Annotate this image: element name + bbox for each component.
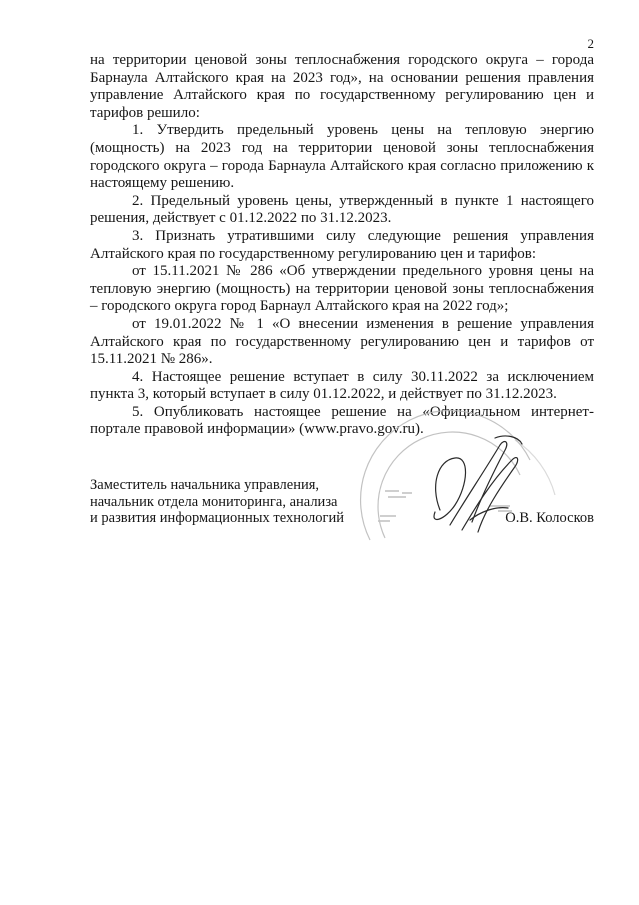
decision-body — [90, 52, 594, 439]
item-3-paragraph: 3. Признать утратившими силу следующие решения управления Алтайского края по государственному регулированию цен и тарифов: — [90, 227, 594, 262]
signer-position-line: и развития информационных технологий — [90, 510, 345, 526]
item-4-paragraph: 4. Настоящее решение вступает в силу 30.11.2022 за исключением пункта 3, который вступает в силу 01.12.2022, и действует по 31.12.2023. — [90, 368, 594, 403]
intro-paragraph: на территории ценовой зоны теплоснабжения городского округа – города Барнаула Алтайского края на 2023 год», на основании решения правления управление Алтайского края по государственному регулированию цен и тарифов решило: — [90, 52, 594, 121]
signer-position-line: начальник отдела мониторинга, анализа — [90, 493, 338, 510]
signature-icon — [400, 430, 530, 560]
item-1-paragraph: 1. Утвердить предельный уровень цены на тепловую энергию (мощность) на 2023 год на территории ценовой зоны теплоснабжения городского округа – города Барнаула Алтайского края согласно приложению к настоящему решению. — [90, 122, 594, 192]
page-number: 2 — [587, 36, 594, 51]
signer-position — [90, 477, 390, 527]
item-5-paragraph: 5. Опубликовать настоящее решение на «Официальном интернет-портале правовой информации» (www.pravo.gov.ru). — [90, 403, 594, 438]
signer-position-line: Заместитель начальника управления, — [90, 477, 320, 493]
item-3-reference-1: от 15.11.2021 № 286 «Об утверждении предельного уровня цены на тепловую энергию (мощность) на территории ценовой зоны теплоснабжения – городского округа город Барнаул Алтайского края на 2022 год»; — [90, 263, 594, 315]
signer-name: О.В. Колосков — [505, 510, 594, 526]
item-2-paragraph: 2. Предельный уровень цены, утвержденный в пункте 1 настоящего решения, действует с 01.12.2022 по 31.12.2023. — [90, 192, 594, 227]
item-3-reference-2: от 19.01.2022 № 1 «О внесении изменения в решение управления Алтайского края по государственному регулированию цен и тарифов от 15.11.2021 № 286». — [90, 315, 594, 368]
